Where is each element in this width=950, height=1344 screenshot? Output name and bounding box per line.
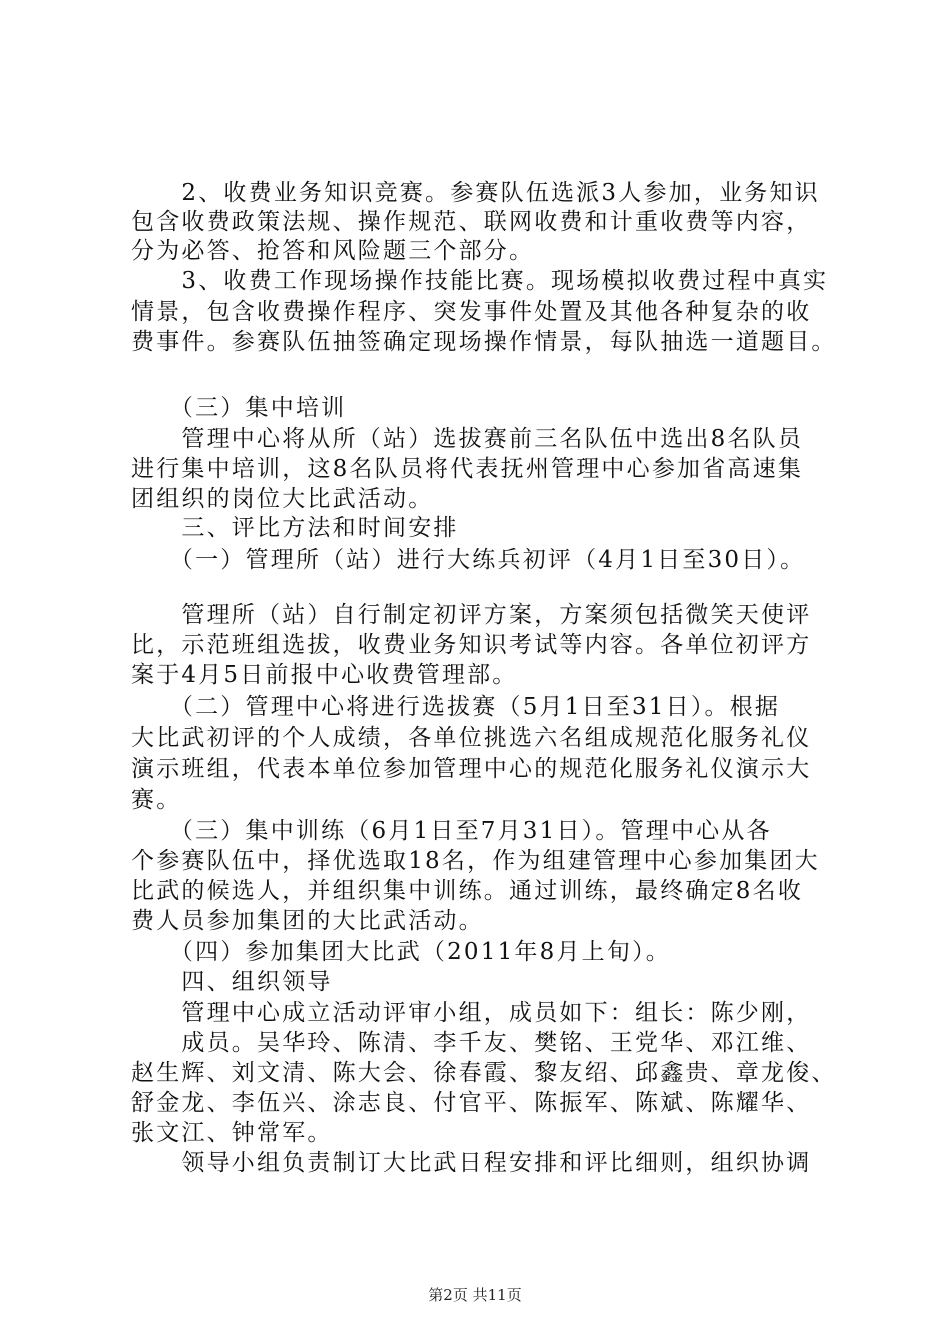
text-line: 舒金龙、李伍兴、涂志良、付官平、陈振军、陈斌、陈耀华、: [131, 1090, 812, 1116]
text-line: 管理所（站）自行制定初评方案，方案须包括微笑天使评: [131, 602, 812, 628]
text-line: （三）集中训练（6月1日至7月31日）。管理中心从各: [131, 818, 772, 844]
text-line: 管理中心成立活动评审小组，成员如下：组长：陈少刚，: [131, 1000, 812, 1026]
text-line: （一）管理所（站）进行大练兵初评（4月1日至30日）。: [131, 547, 806, 573]
text-line: 案于4月5日前报中心收费管理部。: [131, 662, 518, 688]
text-line: 分为必答、抢答和风险题三个部分。: [131, 238, 535, 264]
text-line: 费人员参加集团的大比武活动。: [131, 908, 484, 934]
text-line: 2、收费业务知识竞赛。参赛队伍选派3人参加，业务知识: [131, 180, 820, 206]
text-line: （四）参加集团大比武（2011年8月上旬）。: [131, 939, 671, 965]
text-line: 赛。: [131, 787, 182, 813]
text-line: 管理中心将从所（站）选拔赛前三名队伍中选出8名队员: [131, 426, 804, 452]
text-line: 成员。吴华玲、陈清、李千友、樊铭、王党华、邓江维、: [131, 1030, 812, 1056]
text-line: 进行集中培训，这8名队员将代表抚州管理中心参加省高速集: [131, 456, 804, 482]
text-line: 大比武初评的个人成绩，各单位挑选六名组成规范化服务礼仪: [131, 725, 812, 751]
text-line: 个参赛队伍中，择优选取18名，作为组建管理中心参加集团大: [131, 848, 820, 874]
page-number-footer: 第2页 共11页: [428, 1286, 522, 1304]
text-line: 3、收费工作现场操作技能比赛。现场模拟收费过程中真实: [131, 268, 829, 294]
text-line: 团组织的岗位大比武活动。: [131, 486, 434, 512]
text-line: 包含收费政策法规、操作规范、联网收费和计重收费等内容，: [131, 209, 812, 235]
section-heading: （三）集中培训: [131, 395, 347, 421]
text-line: 比，示范班组选拔，收费业务知识考试等内容。各单位初评方: [131, 632, 812, 658]
text-line: 赵生辉、刘文清、陈大会、徐春霞、黎友绍、邱鑫贵、章龙俊、: [131, 1060, 837, 1086]
text-line: 演示班组，代表本单位参加管理中心的规范化服务礼仪演示大: [131, 756, 812, 782]
text-line: 比武的候选人，并组织集中训练。通过训练，最终确定8名收: [131, 878, 804, 904]
text-line: 领导小组负责制订大比武日程安排和评比细则，组织协调: [131, 1150, 812, 1176]
section-heading: 三、评比方法和时间安排: [131, 515, 459, 541]
text-line: 张文江、钟常军。: [131, 1120, 333, 1146]
text-line: 情景，包含收费操作程序、突发事件处置及其他各种复杂的收: [131, 299, 812, 325]
section-heading: 四、组织领导: [131, 969, 333, 995]
text-line: （二）管理中心将进行选拔赛（5月1日至31日）。根据: [131, 694, 781, 720]
text-line: 费事件。参赛队伍抽签确定现场操作情景，每队抽选一道题目。: [131, 329, 837, 355]
